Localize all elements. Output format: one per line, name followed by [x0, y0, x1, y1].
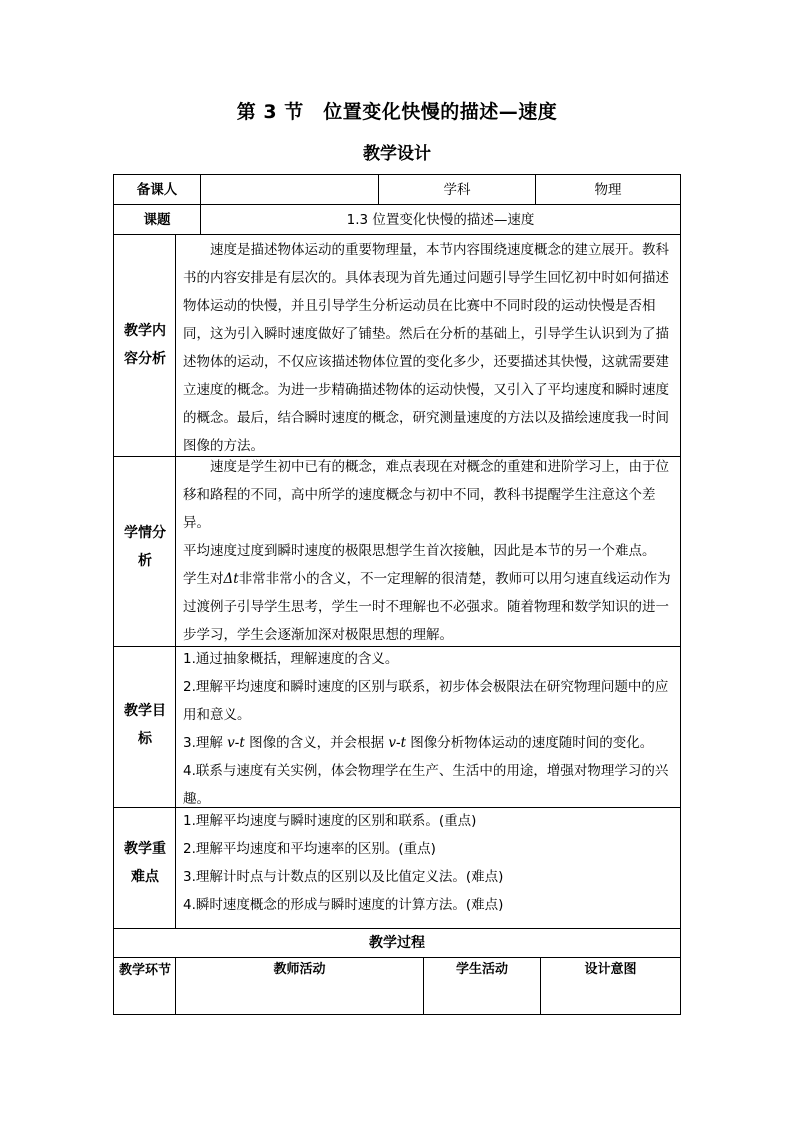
goals-text — [183, 645, 675, 813]
process-col-student: 学生活动 — [455, 962, 508, 977]
key-points-text — [183, 807, 675, 919]
preparer-label: 备课人 — [136, 181, 178, 198]
vt-symbol: v-t — [227, 735, 245, 751]
key-point-item: 4.瞬时速度概念的形成与瞬时速度的计算方法。(难点) — [183, 897, 504, 913]
page-title: 第 3 节 位置变化快慢的描述—速度 — [236, 101, 558, 123]
student-analysis-text — [183, 453, 675, 649]
goal-item-1: 1.通过抽象概括，理解速度的含义。 — [183, 651, 399, 667]
delta-t-symbol: Δt — [223, 571, 239, 587]
process-col-teacher: 教师活动 — [273, 962, 326, 977]
goal-item-4: 4.联系与速度有关实例，体会物理学在生产、生活中的用途，增强对物理学习的兴趣。 — [183, 763, 669, 807]
topic-value: 1.3 位置变化快慢的描述—速度 — [346, 211, 535, 228]
key-point-item: 2.理解平均速度和平均速率的区别。(重点) — [183, 841, 436, 857]
goal-item-2: 2.理解平均速度和瞬时速度的区别与联系，初步体会极限法在研究物理问题中的应用和意义。 — [183, 679, 669, 723]
key-points-label: 教学重难点 — [124, 841, 166, 885]
content-analysis-label: 教学内容分析 — [124, 323, 166, 367]
key-point-item: 3.理解计时点与计数点的区别以及比值定义法。(难点) — [183, 869, 504, 885]
student-analysis-p2: 平均速度过度到瞬时速度的极限思想学生首次接触，因此是本节的另一个难点。 — [183, 543, 656, 559]
student-analysis-p3: 学生对Δt非常非常小的含义，不一定理解的很清楚，教师可以用匀速直线运动作为过渡例子引导学生思考，学生一时不理解也不必强求。随着物理和数学知识的进一步学习，学生会逐渐加深对极限思想的理解。 — [183, 571, 671, 643]
vt-symbol: v-t — [388, 735, 407, 751]
topic-label: 课题 — [143, 211, 171, 228]
subject-value: 物理 — [594, 181, 622, 198]
student-analysis-p1: 速度是学生初中已有的概念，难点表现在对概念的重建和进阶学习上，由于位移和路程的不同，高中所学的速度概念与初中不同，教科书提醒学生注意这个差异。 — [183, 459, 669, 531]
goals-label: 教学目标 — [124, 703, 166, 747]
subject-label: 学科 — [443, 181, 471, 198]
key-point-item: 1.理解平均速度与瞬时速度的区别和联系。(重点) — [183, 813, 477, 829]
page-subtitle: 教学设计 — [363, 144, 431, 164]
process-heading: 教学过程 — [369, 935, 425, 951]
process-col-design: 设计意图 — [584, 962, 637, 977]
content-analysis-text — [183, 236, 675, 460]
student-analysis-label: 学情分析 — [124, 525, 166, 569]
content-analysis-paragraph: 速度是描述物体运动的重要物理量，本节内容围绕速度概念的建立展开。教科书的内容安排是有层次的。具体表现为首先通过问题引导学生回忆初中时如何描述物体运动的快慢，并且引导学生分析运动员在比赛中不同时段的运动快慢是否相同，这为引入瞬时速度做好了铺垫。然后在分析的基础上，引导学生认识到为了描述物体的运动，不仅应该描述物体位置的变化多少，还要描述其快慢，这就需要建立速度的概念。为进一步精确描述物体的运动快慢，又引入了平均速度和瞬时速度的概念。最后，结合瞬时速度的概念，研究测量速度的方法以及描绘速度我一时间图像的方法。 — [183, 242, 669, 454]
goal-item-3: 3.理解 v-t 图像的含义，并会根据 v-t 图像分析物体运动的速度随时间的变化。 — [183, 735, 654, 751]
preparer-value — [201, 175, 378, 204]
process-col-stage: 教学环节 — [118, 963, 171, 978]
